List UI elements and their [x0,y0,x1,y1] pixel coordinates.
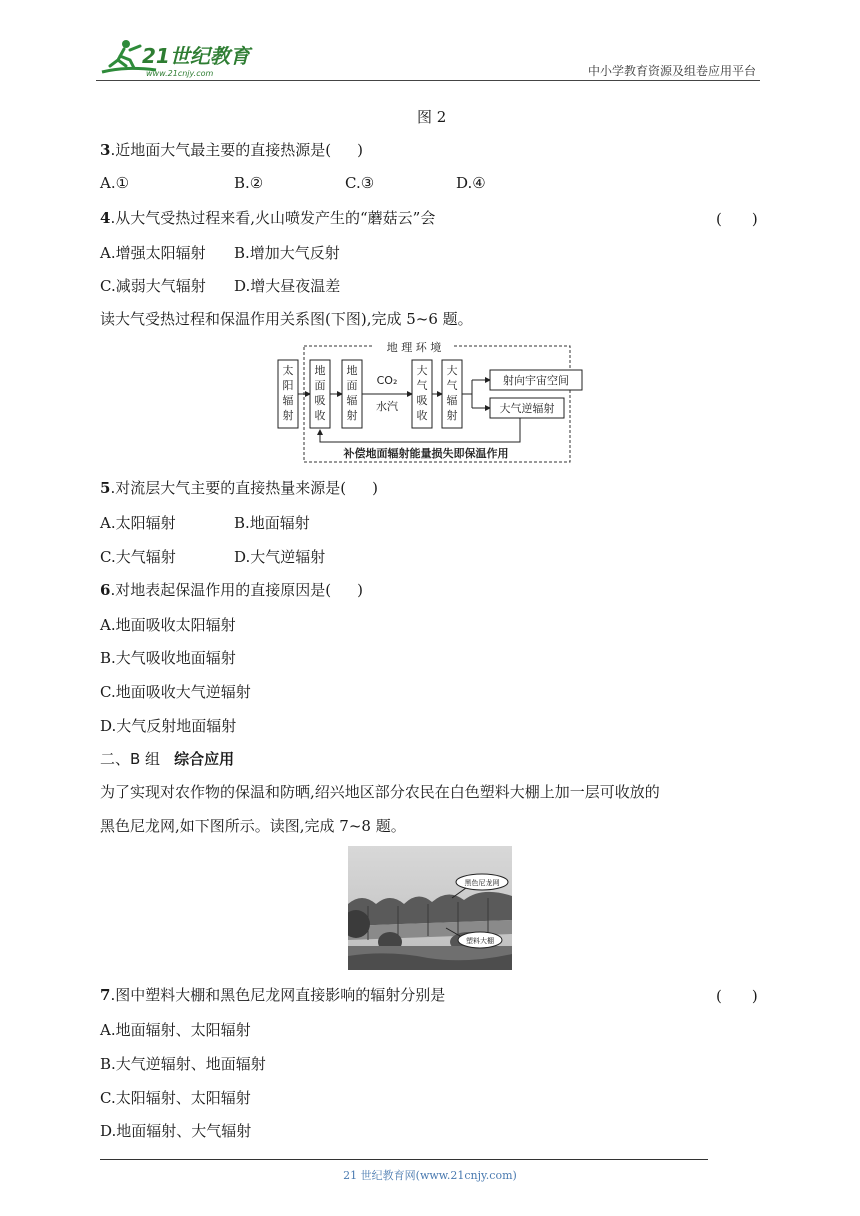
svg-text:面: 面 [314,379,326,392]
svg-text:射: 射 [346,409,358,422]
svg-text:射: 射 [282,409,294,422]
intro-5-6: 读大气受热过程和保温作用关系图(下图),完成 5~6 题。 [100,310,473,328]
svg-text:辐: 辐 [282,394,294,407]
question-4 [100,208,435,228]
question-text: .近地面大气最主要的直接热源是( [110,141,332,159]
svg-text:阳: 阳 [282,379,294,392]
svg-text:气: 气 [446,379,458,392]
q5-option-a: A.太阳辐射 [100,514,176,532]
question-text: .图中塑料大棚和黑色尼龙网直接影响的辐射分别是 [110,986,446,1004]
svg-text:地: 地 [314,364,326,377]
svg-text:射: 射 [446,409,458,422]
question-number: 3 [100,141,111,159]
question-5 [100,478,378,498]
answer-paren-close: ) [372,479,378,497]
q5-option-b: B.地面辐射 [234,514,310,532]
question-3 [100,140,363,160]
question-text: .从大气受热过程来看,火山喷发产生的“蘑菇云”会 [110,209,436,227]
question-number: 5 [100,479,111,497]
greenhouse-photo [348,846,512,970]
q5-option-d: D.大气逆辐射 [234,548,326,566]
question-number: 6 [100,581,111,599]
q5-option-c: C.大气辐射 [100,548,176,566]
svg-text:吸: 吸 [314,394,326,407]
svg-text:地: 地 [346,364,358,377]
intro-7-8-line-2: 黑色尼龙网,如下图所示。读图,完成 7~8 题。 [100,817,406,835]
answer-paren: ( ) [716,987,758,1005]
svg-text:辐: 辐 [346,394,358,407]
question-text: .对地表起保温作用的直接原因是( [110,581,332,599]
svg-text:大气逆辐射: 大气逆辐射 [499,402,555,415]
answer-paren-close: ) [357,141,363,159]
environment-label: 地 理 环 境 [386,341,442,354]
q4-option-b: B.增加大气反射 [234,244,340,262]
question-7 [100,985,445,1005]
q6-option-d: D.大气反射地面辐射 [100,717,237,735]
question-6 [100,580,363,600]
answer-paren: ( ) [716,210,758,228]
header-divider [96,80,760,81]
svg-text:大: 大 [446,364,458,377]
svg-text:太: 太 [282,364,294,377]
vapor-label: 水汽 [376,400,398,413]
q3-option-b: B.② [234,174,264,192]
q3-option-a: A.① [100,174,130,192]
svg-text:大: 大 [416,364,428,377]
svg-text:吸: 吸 [416,394,428,407]
svg-text:收: 收 [314,409,326,422]
q7-option-b: B.大气逆辐射、地面辐射 [100,1055,266,1073]
q3-option-d: D.④ [456,174,486,192]
q4-option-c: C.减弱大气辐射 [100,277,206,295]
site-logo [96,36,256,80]
q4-option-a: A.增强太阳辐射 [100,244,206,262]
question-number: 4 [100,209,111,227]
svg-text:射向宇宙空间: 射向宇宙空间 [503,374,569,387]
svg-text:收: 收 [416,409,428,422]
q7-option-d: D.地面辐射、大气辐射 [100,1122,252,1140]
logo-url: www.21cnjy.com [146,69,214,78]
label-plastic-shed: 塑料大棚 [466,937,494,945]
label-black-net: 黑色尼龙网 [464,879,500,887]
platform-name: 中小学教育资源及组卷应用平台 [587,64,756,78]
intro-7-8-line-1: 为了实现对农作物的保温和防晒,绍兴地区部分农民在白色塑料大棚上加一层可收放的 [100,783,660,801]
logo-text: 21世纪教育 [142,44,250,68]
section-heading [100,749,234,769]
answer-paren-close: ) [357,581,363,599]
q4-option-d: D.增大昼夜温差 [234,277,341,295]
question-text: .对流层大气主要的直接热量来源是( [110,479,347,497]
figure-caption: 图 2 [417,108,447,126]
svg-text:气: 气 [416,379,428,392]
question-number: 7 [100,986,111,1004]
q7-option-a: A.地面辐射、太阳辐射 [100,1021,251,1039]
footer-divider [100,1159,708,1160]
svg-text:面: 面 [346,379,358,392]
svg-text:辐: 辐 [446,394,458,407]
footer-text: 21 世纪教育网(www.21cnjy.com) [343,1169,517,1182]
q7-option-c: C.太阳辐射、太阳辐射 [100,1089,251,1107]
insulation-label: 补偿地面辐射能量损失即保温作用 [343,447,509,460]
q6-option-b: B.大气吸收地面辐射 [100,649,236,667]
co2-label: CO₂ [376,374,398,387]
section-prefix: 二、B 组 [100,750,161,768]
q6-option-c: C.地面吸收大气逆辐射 [100,683,251,701]
atmosphere-heating-diagram [276,338,586,468]
q6-option-a: A.地面吸收太阳辐射 [100,616,236,634]
section-title: 综合应用 [174,750,235,768]
q3-option-c: C.③ [345,174,375,192]
